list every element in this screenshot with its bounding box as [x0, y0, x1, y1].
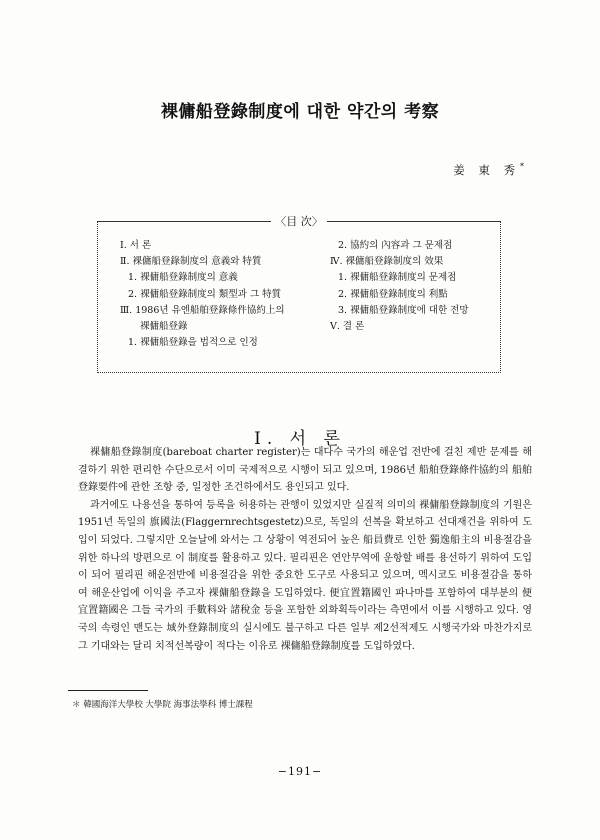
author-line	[453, 162, 524, 178]
footnote-divider	[68, 690, 148, 691]
table-of-contents	[97, 215, 501, 373]
toc-item: Ⅱ. 裸傭船登錄制度의 意義와 特質	[120, 256, 262, 268]
paragraph: 과거에도 나용선을 통하여 등록을 허용하는 관행이 있었지만 실질적 의미의 裸傭船登錄制度의 기원은 1951년 독일의 旗國法(Flaggernrechtsgestetz)으로, 독일의 선복을 확보하고 선대재건을 위하여 도입이 되었다. 그렇지만 오늘날에 와서는 그 상황이 역전되어 높은 船員費로 인한 獨逸船主의 비용절감을 위한 하나의 방편으로 이 制度를 활용하고 있다. 필리핀은 연안무역에 운항할 배를 용선하기 위하여 도입이 되어 필리핀 해운전반에 비용절감을 위한 중요한 도구로 사용되고 있으며, 멕시코도 비용절감을 통하여 해운산업에 이익을 주고자 裸傭船登錄을 도입하였다. 便宜置籍國인 파나마를 포함하여 대부분의 便宜置籍國은 그들 국가의 手數料와 諸稅金 등을 포함한 외화획득이라는 측면에서 이를 시행하고 있다. 영국의 속령인 맨도는 域外登錄制度의 실시에도 불구하고 다른 일부 제2선적제도 시행국가와 마찬가지로 그 기대와는 달리 치적선복량이 적다는 이유로 裸傭船登錄制度를 도입하였다.	[78, 499, 532, 652]
body-text	[78, 444, 532, 655]
toc-item: 2. 裸傭船登錄制度의 類型과 그 特質	[128, 288, 282, 300]
paper-title: 裸傭船登錄制度에 대한 약간의 考察	[160, 102, 440, 122]
section-heading: Ⅰ. 서 론	[254, 429, 346, 449]
toc-item: 1. 裸傭船登錄을 법적으로 인정	[128, 337, 258, 349]
paragraph: 裸傭船登錄制度(bareboat charter register)는 대다수 국가의 해운업 전반에 걸친 제반 문제를 해결하기 위한 편리한 수단으로서 이미 국제적으로 시행이 되고 있으며, 1986년 船舶登錄條件協約의 船舶登錄要件에 관한 조항 중, 일정한 조건하에서도 용인되고 있다.	[78, 447, 532, 494]
toc-item: Ⅲ. 1986년 유엔船舶登錄條件協約上의	[120, 304, 285, 316]
author-footnote-mark: *	[520, 162, 524, 172]
toc-item: 1. 裸傭船登錄制度의 意義	[128, 272, 238, 284]
toc-heading: 〈目 次〉	[98, 213, 500, 229]
footnote: ＊ 韓國海洋大學校 大學院 海事法學科 博士課程	[72, 700, 253, 710]
toc-item: 裸傭船登錄	[140, 321, 188, 333]
toc-item: Ⅰ. 서 론	[120, 240, 152, 251]
toc-item: 3. 裸傭船登錄制度에 대한 전망	[338, 304, 469, 316]
toc-right-column	[330, 238, 500, 335]
toc-item: Ⅳ. 裸傭船登錄制度의 效果	[330, 256, 444, 268]
toc-left-column	[120, 238, 320, 351]
toc-item: Ⅴ. 결 론	[330, 321, 365, 333]
author-name: 姜 東 秀	[453, 163, 520, 177]
toc-item: 2. 裸傭船登錄制度의 利點	[338, 288, 448, 300]
toc-item: 1. 裸傭船登錄制度의 문제점	[338, 272, 457, 284]
toc-item: 2. 協約의 內容과 그 문제점	[338, 240, 453, 251]
page-number: −191−	[277, 765, 323, 778]
